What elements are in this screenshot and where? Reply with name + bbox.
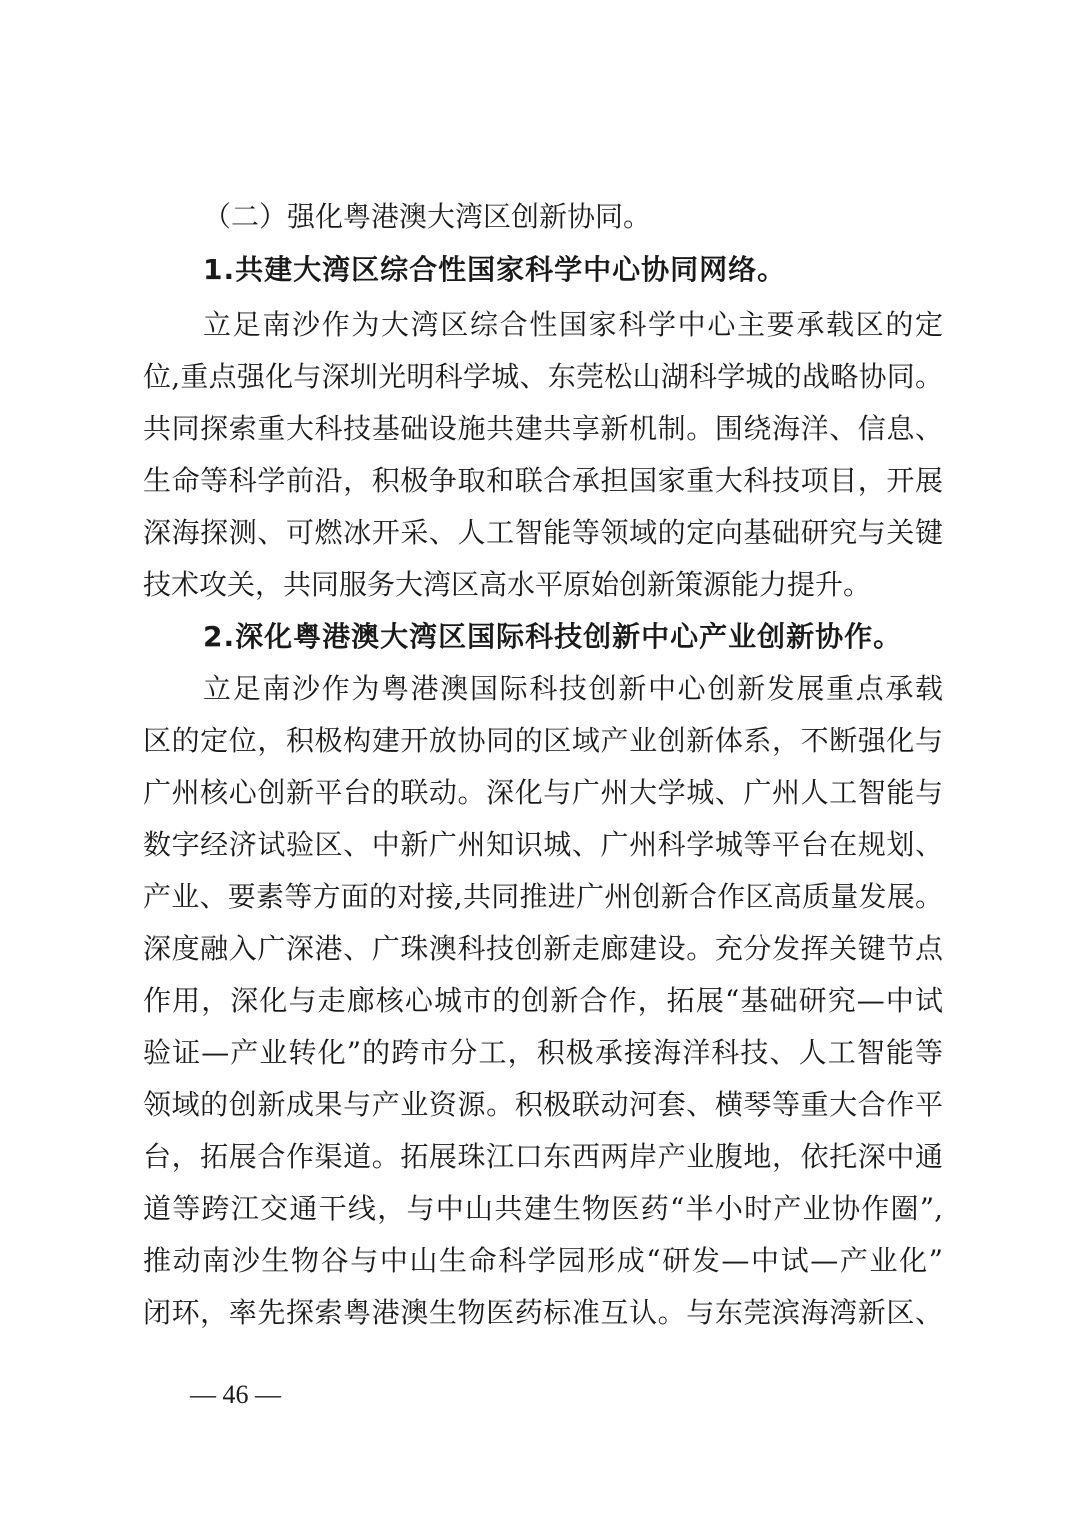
paragraph-line: 闭环，率先探索粤港澳生物医药标准互认。与东莞滨海湾新区、 (143, 1296, 943, 1329)
paragraph-line: 领域的创新成果与产业资源。积极联动河套、横琴等重大合作平 (143, 1088, 943, 1121)
paragraph-line: 道等跨江交通干线，与中山共建生物医药“半小时产业协作圈”, (143, 1192, 943, 1225)
paragraph-line: 验证—产业转化”的跨市分工，积极承接海洋科技、人工智能等 (143, 1036, 943, 1069)
paragraph-line: 区的定位，积极构建开放协同的区域产业创新体系，不断强化与 (143, 724, 943, 757)
subsection-title-1: 1.共建大湾区综合性国家科学中心协同网络。 (203, 253, 787, 286)
page-number: — 46 — (190, 1380, 281, 1409)
paragraph-line: 立足南沙作为粤港澳国际科技创新中心创新发展重点承载 (203, 672, 943, 705)
paragraph-line: 台，拓展合作渠道。拓展珠江口东西两岸产业腹地，依托深中通 (143, 1140, 943, 1173)
subsection-title-2: 2.深化粤港澳大湾区国际科技创新中心产业创新协作。 (203, 620, 903, 653)
paragraph-line: 推动南沙生物谷与中山生命科学园形成“研发—中试—产业化” (143, 1244, 943, 1277)
paragraph-line: 共同探索重大科技基础设施共建共享新机制。围绕海洋、信息、 (143, 412, 943, 445)
section-heading: （二）强化粤港澳大湾区创新协同。 (203, 200, 652, 233)
paragraph-line: 技术攻关，共同服务大湾区高水平原始创新策源能力提升。 (143, 568, 872, 601)
paragraph-line: 位,重点强化与深圳光明科学城、东莞松山湖科学城的战略协同。 (143, 360, 943, 393)
paragraph-line: 立足南沙作为大湾区综合性国家科学中心主要承载区的定 (203, 308, 943, 341)
paragraph-line: 深度融入广深港、广珠澳科技创新走廊建设。充分发挥关键节点 (143, 932, 943, 965)
paragraph-line: 深海探测、可燃冰开采、人工智能等领域的定向基础研究与关键 (143, 516, 943, 549)
paragraph-line: 产业、要素等方面的对接,共同推进广州创新合作区高质量发展。 (143, 880, 943, 913)
paragraph-line: 生命等科学前沿，积极争取和联合承担国家重大科技项目，开展 (143, 464, 943, 497)
paragraph-line: 广州核心创新平台的联动。深化与广州大学城、广州人工智能与 (143, 776, 943, 809)
paragraph-line: 数字经济试验区、中新广州知识城、广州科学城等平台在规划、 (143, 828, 943, 861)
paragraph-line: 作用，深化与走廊核心城市的创新合作，拓展“基础研究—中试 (143, 984, 943, 1017)
